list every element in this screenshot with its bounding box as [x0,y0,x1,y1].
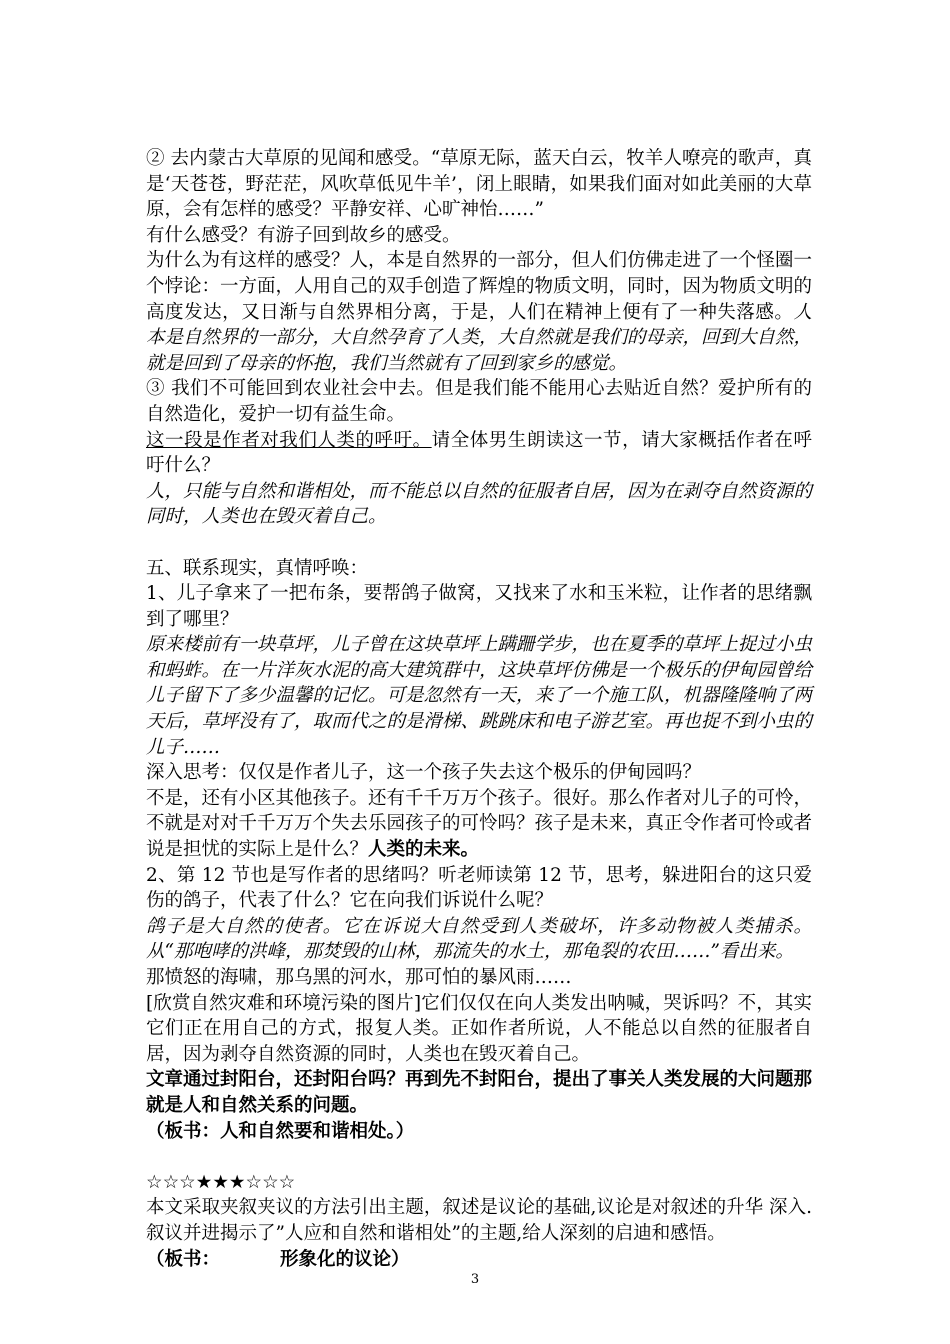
paragraph-pictures: [欣赏自然灾难和环境污染的图片]它们仅仅在向人类发出呐喊，哭诉吗？不，其实它们正在用自己的方式，报复人类。正如作者所说，人不能总以自然的征服者自居，因为剥夺自然资源的同时，人类也在毁灭着自己。 [146,992,812,1065]
appeal-underlined: 这一段是作者对我们人类的呼吁。 [146,429,432,451]
question-one: 1、儿子拿来了一把布条，要帮鸽子做窝，又找来了水和玉米粒，让作者的思绪飘到了哪里？ [146,583,812,630]
answer-one: 原来楼前有一块草坪，儿子曾在这块草坪上蹒跚学步，也在夏季的草坪上捉过小虫和蚂蚱。在一片洋灰水泥的高大建筑群中，这块草坪仿佛是一个极乐的伊甸园曾给儿子留下了多少温馨的记忆。可是忽然有一天，来了一个施工队，机器隆隆响了两天后，草坪没有了，取而代之的是滑梯、跳跳床和电子游艺室。再也捉不到小虫的儿子…… [146,634,813,758]
answer-two: 鸽子是大自然的使者。它在诉说大自然受到人类破坏，许多动物被人类捕杀。从“那咆哮的洪峰，那焚毁的山林，那流失的水土，那龟裂的农田……”看出来。 [146,915,812,963]
deep-thinking: 深入思考：仅仅是作者儿子，这一个孩子失去这个极乐的伊甸园吗？ [146,762,702,784]
paragraph-appeal [146,428,812,479]
board-label: （板书： [146,1248,221,1270]
children-text: 不是，还有小区其他孩子。还有千千万万个孩子。很好。那么作者对儿子的可怜，不就是对对千千万万个失去乐园孩子的可怜吗？孩子是未来，真正令作者可怜或者说是担忧的实际上是什么？ [146,787,813,861]
page-number: 3 [470,1272,480,1287]
paragraph-children [146,786,812,863]
paragraph-why [146,248,812,376]
section-heading-five: 五、联系现实，真情呼唤： [146,557,369,579]
spacer [146,1144,812,1170]
paragraph-harmony-answer: 人，只能与自然和谐相处，而不能总以自然的征服者自居，因为在剥夺自然资源的同时，人类也在毁灭着自己。 [146,480,813,528]
paragraph-summary: 本文采取夹叙夹议的方法引出主题，叙述是议论的基础,议论是对叙述的升华 深入.叙议并进揭示了”人应和自然和谐相处”的主题,给人深刻的启迪和感悟。 [146,1197,812,1244]
spacer [146,530,812,556]
children-bold: 人类的未来。 [368,839,480,861]
bold-conclusion: 文章通过封阳台，还封阳台吗？再到先不封阳台，提出了事关人类发展的大问题那就是人和自然关系的问题。 [146,1069,813,1116]
question-two: 2、第 12 节也是写作者的思绪吗？听老师读第 12 节，思考，躲进阳台的这只爱伤的鸽子，代表了什么？它在向我们诉说什么呢？ [146,864,812,912]
paragraph-agriculture: ③ 我们不可能回到农业社会中去。但是我们能不能用心去贴近自然？爱护所有的自然造化，爱护一切有益生命。 [146,378,812,425]
star-divider: ☆☆☆★★★☆☆☆ [146,1171,296,1193]
board-note-discussion [146,1247,812,1273]
board-note-harmony: （板书：人和自然要和谐相处。） [146,1120,415,1142]
board-content: 形象化的议论） [280,1248,410,1270]
document-body [146,146,812,1272]
why-answer: 人本是自然界的一部分，大自然孕育了人类，大自然就是我们的母亲，回到大自然，就是回到了母亲的怀抱，我们当然就有了回到家乡的感觉。 [146,301,813,374]
paragraph-tsunami: 那愤怒的海啸，那乌黑的河水，那可怕的暴风雨…… [146,967,572,988]
why-text: 为什么为有这样的感受？人，本是自然界的一部分，但人们仿佛走进了一个怪圈一个悖论：一方面，人用自己的双手创造了辉煌的物质文明，同时，因为物质文明的高度发达，又日渐与自然界相分离，于是，人们在精神上便有了一种失落感。 [146,250,813,323]
paragraph-grassland: ② 去内蒙古大草原的见闻和感受。“草原无际，蓝天白云，牧羊人嘹亮的歌声，真是‘天苍苍，野茫茫，风吹草低见牛羊’，闭上眼睛，如果我们面对如此美丽的大草原，会有怎样的感受？平静安祥、心旷神怡……” [146,148,812,221]
appeal-question: 请全体男生朗读这一节，请大家概括作者在呼吁什么？ [146,429,812,477]
paragraph-feeling: 有什么感受？有游子回到故乡的感受。 [146,224,461,246]
